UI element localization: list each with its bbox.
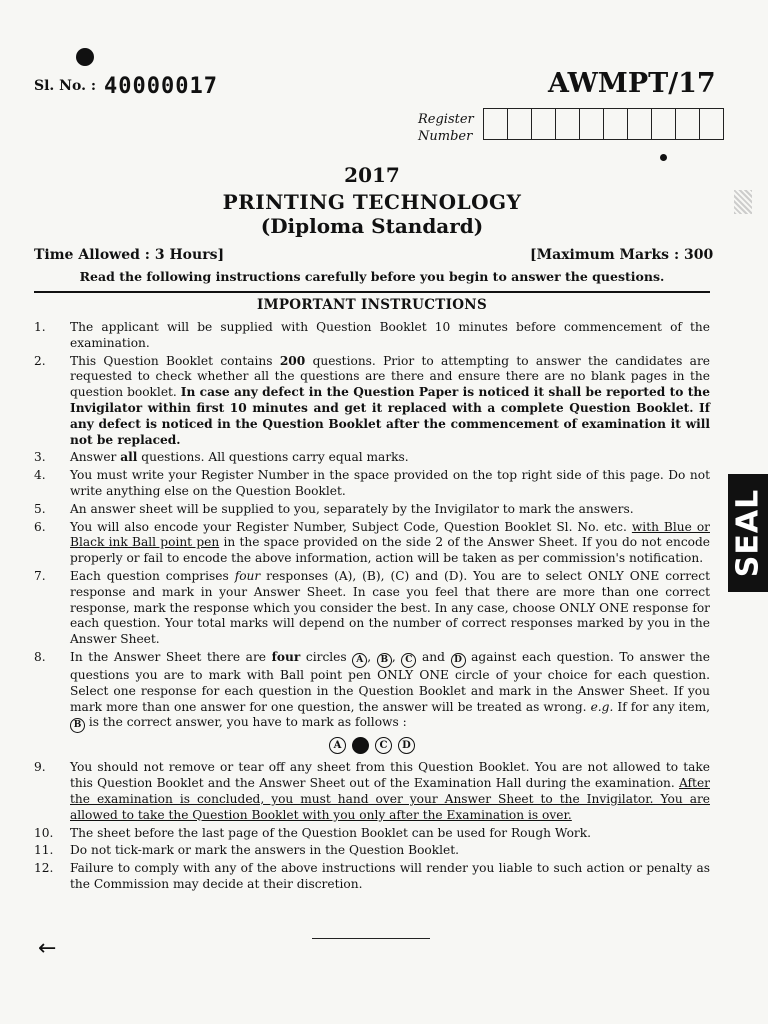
register-digit-box[interactable] — [508, 109, 532, 139]
instruction-text-part: This Question Booklet contains — [70, 353, 280, 368]
paper-code: AWMPT/17 — [548, 68, 716, 99]
register-digit-box[interactable] — [628, 109, 652, 139]
instruction-text-part: An answer sheet will be supplied to you, separately by the Invigilator to mark the answers. — [70, 501, 634, 516]
register-digit-box[interactable] — [604, 109, 628, 139]
instruction-number: 9. — [34, 760, 46, 775]
serial-number-label: Sl. No. : — [34, 78, 96, 94]
instruction-text-part: In case any defect in the Question Paper is noticed it shall be reported to the Invigilator within first 10 minutes and get it replaced with a complete Question Booklet. If any defect is noticed in the Question Booklet after the commencement of examination it will not be replaced. — [70, 385, 710, 447]
instruction-text — [70, 569, 710, 648]
instruction-item — [34, 650, 710, 733]
answer-circle-icon: B — [70, 718, 85, 733]
instruction-text-part: responses (A), (B), (C) and (D). You are to select ONLY ONE correct response and mark in your Answer Sheet. In case you feel that there are more than one correct response, mark the response which you consider the best. In any case, choose ONLY ONE response for each question. Your total marks will depend on the number of correct responses marked by you in the Answer Sheet. — [70, 568, 710, 647]
answer-circle-icon: A — [352, 653, 367, 668]
instruction-text-part: Answer — [70, 450, 121, 465]
scan-artifact — [734, 190, 752, 214]
instruction-text — [70, 843, 710, 859]
register-label-line-2: Number — [418, 129, 473, 144]
instruction-text-part: , — [391, 649, 402, 664]
instruction-text-part: You will also encode your Register Number, Subject Code, Question Booklet Sl. No. etc. — [70, 519, 632, 534]
instruction-number: 4. — [34, 468, 46, 483]
answer-circle-icon: D — [451, 653, 466, 668]
instruction-text-part: After the examination is concluded, you must hand over your Answer Sheet to the Invigilator. You are allowed to take the Question Booklet with you only after the Examination is over. — [70, 776, 710, 822]
instruction-text-part: with Blue or Black ink Ball point pen — [70, 519, 710, 550]
instruction-text-part: Do not tick-mark or mark the answers in the Question Booklet. — [70, 843, 460, 858]
answer-circle-icon: A — [329, 737, 346, 754]
register-number-boxes[interactable] — [483, 108, 724, 140]
instruction-text-part: If for any item, — [613, 699, 711, 714]
instruction-number: 10. — [34, 825, 54, 840]
scan-dot — [660, 154, 667, 161]
instruction-text — [70, 502, 710, 518]
instruction-text-part: The sheet before the last page of the Question Booklet can be used for Rough Work. — [70, 825, 591, 840]
maximum-marks: [Maximum Marks : 300 — [530, 247, 714, 263]
instruction-text-part: questions. All questions carry equal marks. — [137, 450, 409, 465]
instruction-text — [70, 861, 710, 893]
instruction-text-part: questions. Prior to attempting to answer the candidates are requested to check whether all the questions are there and ensure there are no blank pages in the question booklet. — [70, 353, 710, 400]
register-digit-box[interactable] — [652, 109, 676, 139]
instruction-text-part: four — [271, 649, 301, 664]
answer-circle-icon: C — [375, 737, 392, 754]
instruction-number: 8. — [34, 649, 46, 664]
register-digit-box[interactable] — [700, 109, 723, 139]
instruction-text-part: The applicant will be supplied with Question Booklet 10 minutes before commencement of the examination. — [70, 320, 710, 350]
sample-answer-marking — [34, 737, 710, 754]
instruction-item — [34, 450, 710, 466]
instruction-text — [70, 826, 710, 842]
instruction-text — [70, 450, 710, 466]
register-digit-box[interactable] — [580, 109, 604, 139]
instruction-number: 7. — [34, 568, 46, 583]
instruction-text-part: In the Answer Sheet there are — [70, 649, 272, 664]
answer-circle-icon: D — [398, 737, 415, 754]
instruction-text-part: Failure to comply with any of the above instructions will render you liable to such action or penalty as the Commission may decide at their discretion. — [70, 861, 710, 891]
instruction-number: 11. — [34, 843, 54, 858]
instruction-text-part: You should not remove or tear off any sheet from this Question Booklet. You are not allowed to take this Question Booklet and the Answer Sheet out of the Examination Hall during the examination. — [70, 760, 710, 791]
serial-number-value: 40000017 — [104, 74, 218, 99]
time-allowed: Time Allowed : 3 Hours] — [34, 247, 225, 263]
instruction-item — [34, 861, 710, 893]
register-number-label — [418, 111, 474, 145]
instruction-item — [34, 569, 710, 648]
instruction-item — [34, 843, 710, 859]
instruction-number: 2. — [34, 353, 46, 368]
instructions-list — [34, 320, 710, 895]
instruction-item — [34, 826, 710, 842]
divider — [34, 291, 710, 293]
instruction-number: 3. — [34, 450, 46, 465]
instruction-text-part: against each question. To answer the questions you are to mark with Ball point pen ONLY ONE circle of your choice for each question. Select one response for each question in the Question Booklet and mark in the Answer Sheet. If you mark more than one answer for one question, the answer will be treated as wrong. — [70, 649, 710, 714]
instruction-text-part: is the correct answer, you have to mark as follows : — [85, 715, 407, 730]
instruction-item — [34, 468, 710, 500]
answer-circle-icon: B — [377, 653, 392, 668]
filled-circle-icon — [352, 737, 369, 754]
end-rule — [312, 938, 430, 939]
instruction-text-part: four — [234, 568, 261, 583]
instruction-text-part: e.g. — [590, 699, 614, 714]
seal-label: SEAL — [730, 488, 766, 578]
instruction-number: 1. — [34, 320, 46, 334]
registration-dot — [76, 48, 94, 66]
instruction-text-part: 200 — [279, 353, 306, 368]
exam-standard: (Diploma Standard) — [260, 214, 484, 238]
instruction-item — [34, 760, 710, 823]
instruction-text-part: You must write your Register Number in the space provided on the top right side of this page. Do not write anything else on the Question Booklet. — [70, 468, 710, 498]
register-digit-box[interactable] — [556, 109, 580, 139]
instruction-text-part: in the space provided on the side 2 of the Answer Sheet. If you do not encode properly or fail to encode the above information, action will be taken as per commission's notification. — [70, 535, 711, 566]
instruction-text-part: , — [367, 649, 377, 664]
instruction-item — [34, 502, 710, 518]
back-arrow-icon: ← — [38, 936, 57, 961]
instruction-text — [70, 520, 710, 567]
register-digit-box[interactable] — [532, 109, 556, 139]
exam-subject: PRINTING TECHNOLOGY — [222, 190, 522, 214]
instruction-text — [70, 320, 710, 352]
register-digit-box[interactable] — [676, 109, 700, 139]
instruction-text — [70, 354, 710, 449]
instruction-number: 6. — [34, 519, 46, 534]
seal-tab — [728, 474, 768, 592]
instruction-text — [70, 650, 710, 733]
instruction-item — [34, 520, 710, 567]
exam-year: 2017 — [344, 163, 400, 187]
instruction-text-part: all — [120, 450, 138, 465]
register-label-line-1: Register — [418, 112, 474, 127]
instruction-text-part: and — [416, 649, 451, 664]
instruction-text — [70, 468, 710, 500]
instruction-item — [34, 320, 710, 352]
register-digit-box[interactable] — [484, 109, 508, 139]
answer-circle-icon: C — [401, 653, 416, 668]
instructions-heading: IMPORTANT INSTRUCTIONS — [256, 297, 487, 313]
instruction-item — [34, 354, 710, 449]
read-instructions-note: Read the following instructions carefully before you begin to answer the questions. — [79, 269, 665, 284]
instruction-text — [70, 760, 710, 823]
instruction-number: 12. — [34, 861, 54, 876]
instruction-text-part: circles — [300, 649, 353, 664]
instruction-text-part: Each question comprises — [70, 568, 235, 583]
instruction-number: 5. — [34, 501, 46, 516]
